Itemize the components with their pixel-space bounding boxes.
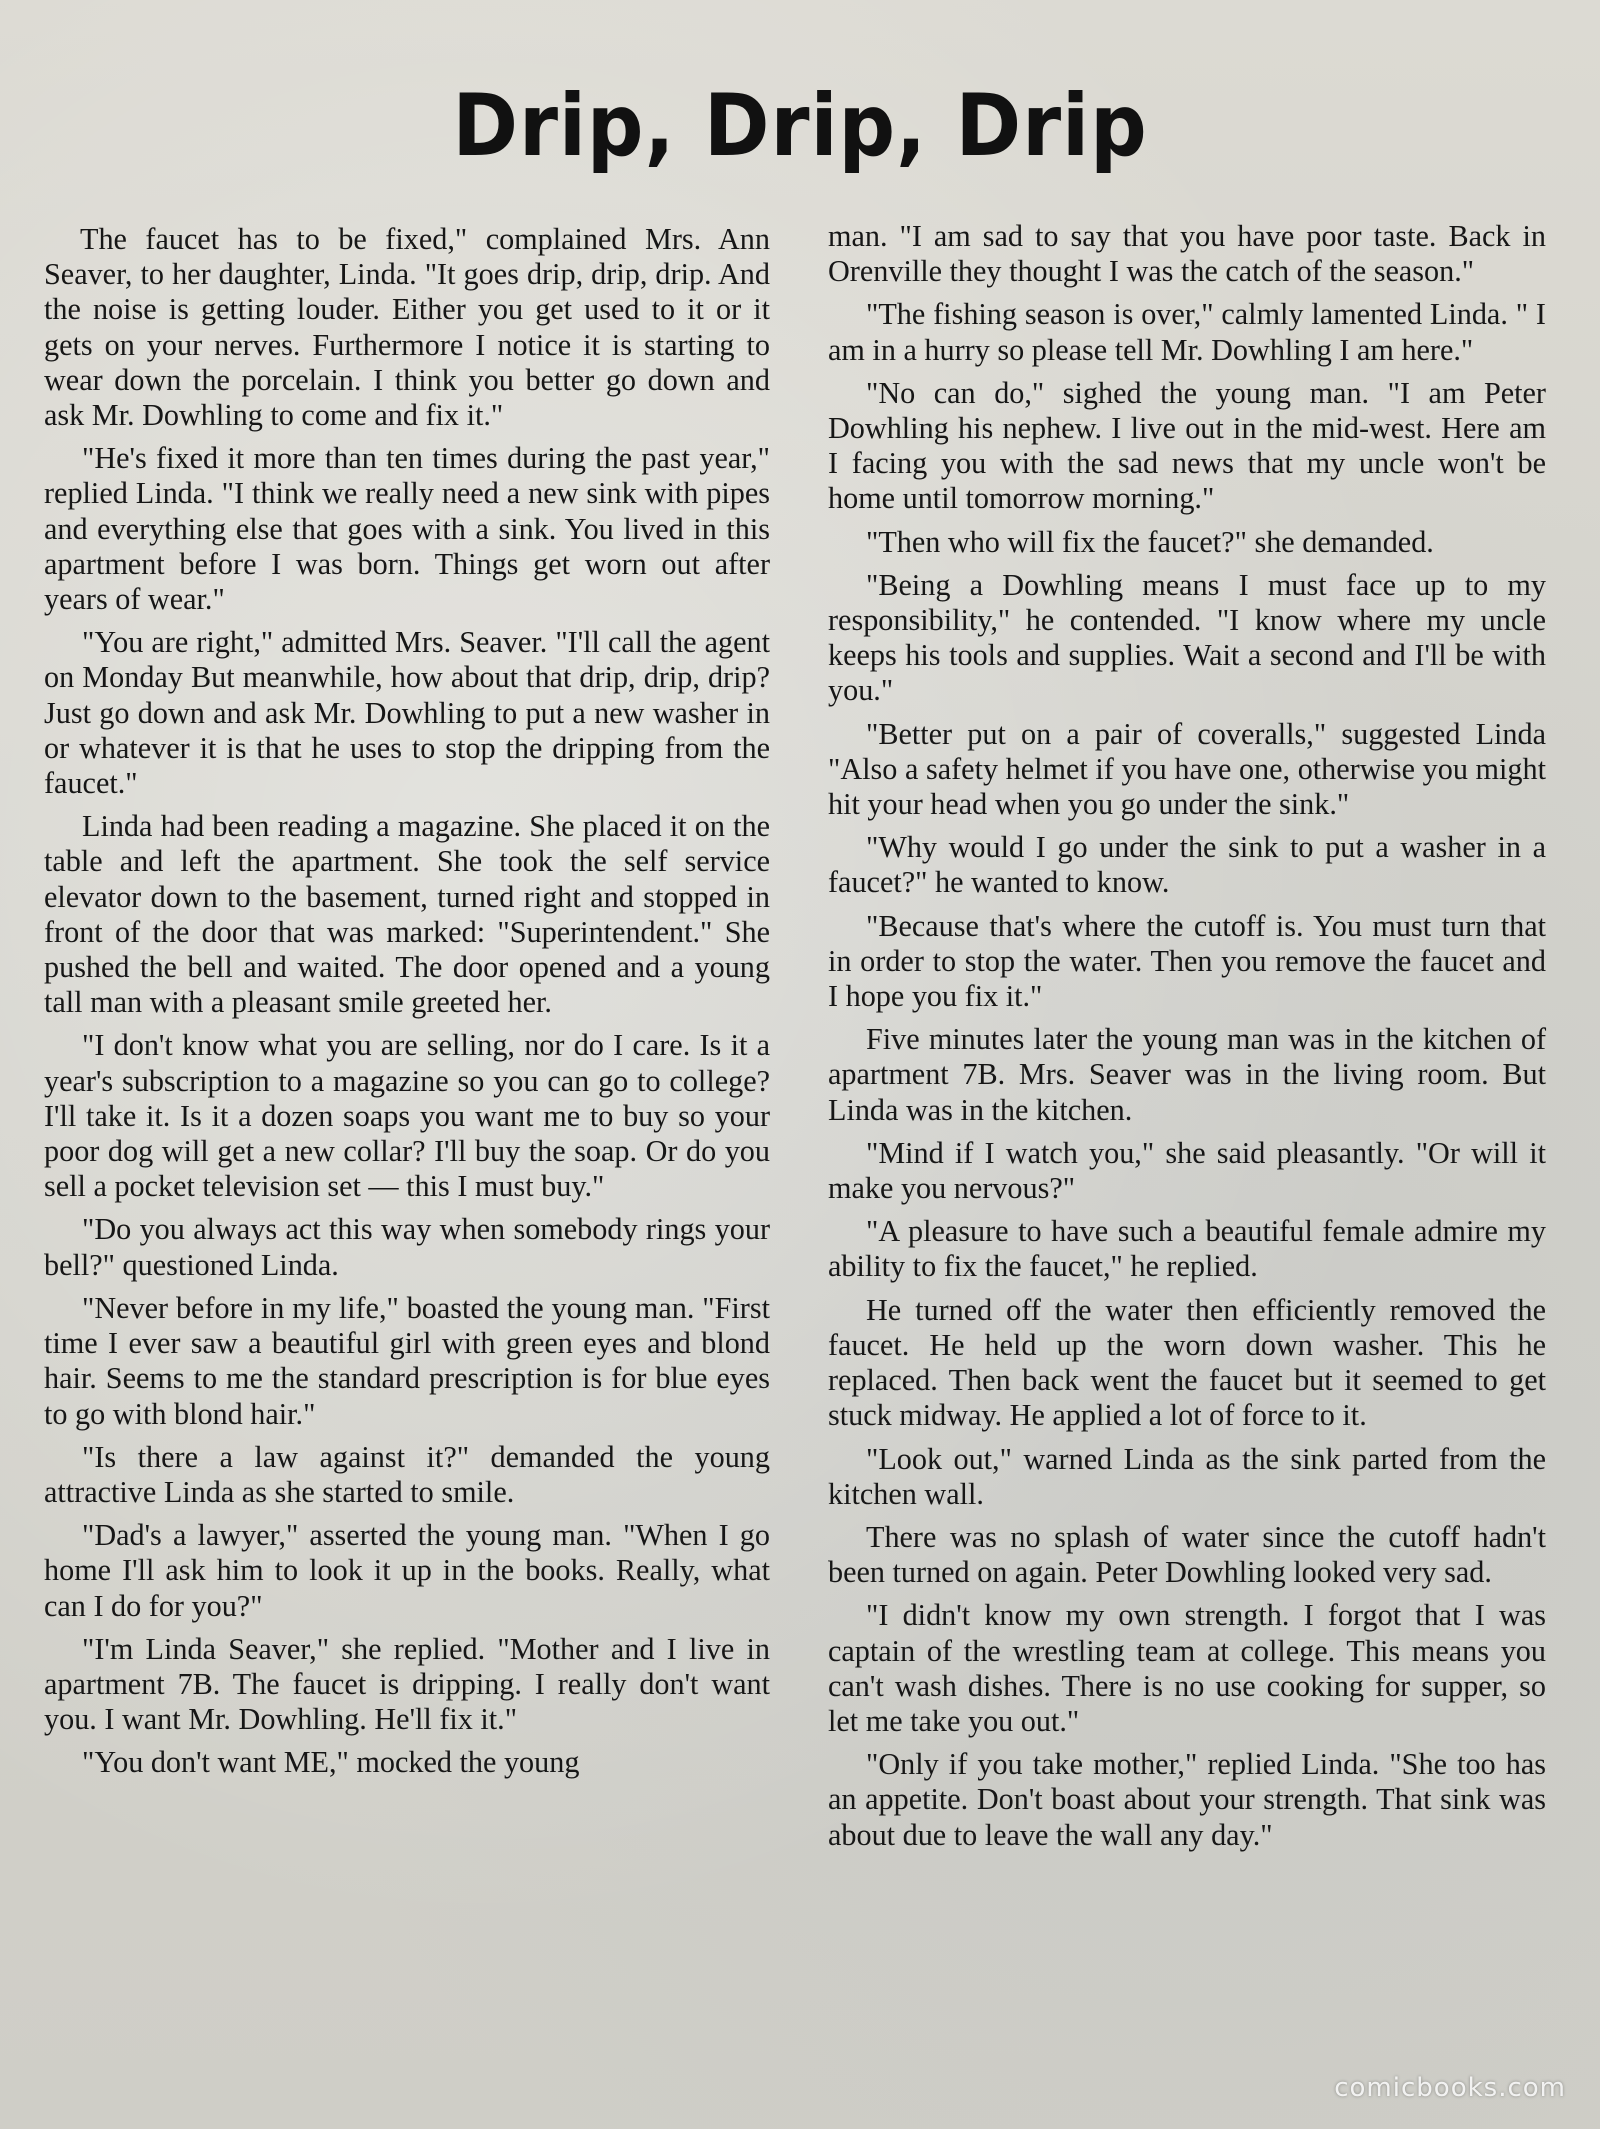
paragraph: man. "I am sad to say that you have poor taste. Back in Orenville they thought I was the catch of the season." [828,219,1546,289]
paragraph: He turned off the water then efficiently removed the faucet. He held up the worn down washer. This he replaced. Then back went the faucet but it seemed to get stuck midway. He applied a lot of force to it. [828,1292,1546,1433]
paragraph: Five minutes later the young man was in the kitchen of apartment 7B. Mrs. Seaver was in the living room. But Linda was in the kitchen. [828,1022,1546,1127]
story-title: Drip, Drip, Drip [452,75,1148,176]
paragraph: Linda had been reading a magazine. She placed it on the table and left the apartment. She took the self service elevator down to the basement, turned right and stopped in front of the door that was marked: "Superintendent." She pushed the bell and waited. The door opened and a young tall man with a pleasant smile greeted her. [44,809,770,1020]
paragraph: "He's fixed it more than ten times during the past year," replied Linda. "I think we really need a new sink with pipes and everything else that goes with a sink. You lived in this apartment before I was born. Things get worn out after years of wear." [44,441,770,617]
site-watermark: comicbooks.com [1334,2073,1566,2103]
left-text-column [44,222,770,1789]
paragraph: "You are right," admitted Mrs. Seaver. "I'll call the agent on Monday But meanwhile, how about that drip, drip, drip? Just go down and ask Mr. Dowhling to put a new washer in or whatever it is that he uses to stop the dripping from the faucet." [44,625,770,801]
paragraph: The faucet has to be fixed," complained Mrs. Ann Seaver, to her daughter, Linda. "It goes drip, drip, drip. And the noise is getting louder. Either you get used to it or it gets on your nerves. Furthermore I notice it is starting to wear down the porcelain. I think you better go down and ask Mr. Dowhling to come and fix it." [44,222,770,433]
paragraph: "Never before in my life," boasted the young man. "First time I ever saw a beautiful girl with green eyes and blond hair. Seems to me the standard prescription is for blue eyes to go with blond hair." [44,1290,770,1431]
paragraph: "I don't know what you are selling, nor do I care. Is it a year's subscription to a magazine so you can go to college? I'll take it. Is it a dozen soaps you want me to buy so your poor dog will get a new collar? I'll buy the soap. Or do you sell a pocket television set — this I must buy." [44,1028,770,1204]
paragraph: "Because that's where the cutoff is. You must turn that in order to stop the water. Then you remove the faucet and I hope you fix it." [828,908,1546,1014]
paragraph: "Is there a law against it?" demanded the young attractive Linda as she started to smile. [44,1439,770,1509]
paragraph: "You don't want ME," mocked the young [82,1745,580,1780]
paragraph: "Look out," warned Linda as the sink parted from the kitchen wall. [828,1441,1546,1511]
paragraph: "Dad's a lawyer," asserted the young man. "When I go home I'll ask him to look it up in the books. Really, what can I do for you?" [44,1518,770,1623]
paragraph: "Then who will fix the faucet?" she demanded. [866,524,1434,559]
paragraph: "Why would I go under the sink to put a washer in a faucet?" he wanted to know. [828,830,1546,900]
paragraph: "The fishing season is over," calmly lamented Linda. " I am in a hurry so please tell Mr. Dowhling I am here." [828,297,1546,367]
paragraph: "Mind if I watch you," she said pleasantly. "Or will it make you nervous?" [828,1135,1546,1206]
paragraph: "No can do," sighed the young man. "I am Peter Dowhling his nephew. I live out in the mid-west. Here am I facing you with the sad news that my uncle won't be home until tomorrow morning." [828,375,1546,516]
paragraph: "I didn't know my own strength. I forgot that I was captain of the wrestling team at college. This means you can't wash dishes. There is no use cooking for supper, so let me take you out." [828,1598,1546,1738]
paragraph: There was no splash of water since the cutoff hadn't been turned on again. Peter Dowhling looked very sad. [828,1519,1546,1590]
paragraph: "Do you always act this way when somebody rings your bell?" questioned Linda. [44,1212,770,1282]
paragraph: "I'm Linda Seaver," she replied. "Mother and I live in apartment 7B. The faucet is dripping. I really don't want you. I want Mr. Dowhling. He'll fix it." [44,1631,770,1737]
right-text-column [828,219,1546,1861]
paragraph: "Better put on a pair of coveralls," suggested Linda "Also a safety helmet if you have one, otherwise you might hit your head when you go under the sink." [828,716,1546,822]
paragraph: "Being a Dowhling means I must face up to my responsibility," he contended. "I know where my uncle keeps his tools and supplies. Wait a second and I'll be with you." [828,567,1546,708]
paragraph: "Only if you take mother," replied Linda. "She too has an appetite. Don't boast about your strength. That sink was about due to leave the wall any day." [828,1747,1546,1852]
paragraph: "A pleasure to have such a beautiful female admire my ability to fix the faucet," he replied. [828,1214,1546,1284]
